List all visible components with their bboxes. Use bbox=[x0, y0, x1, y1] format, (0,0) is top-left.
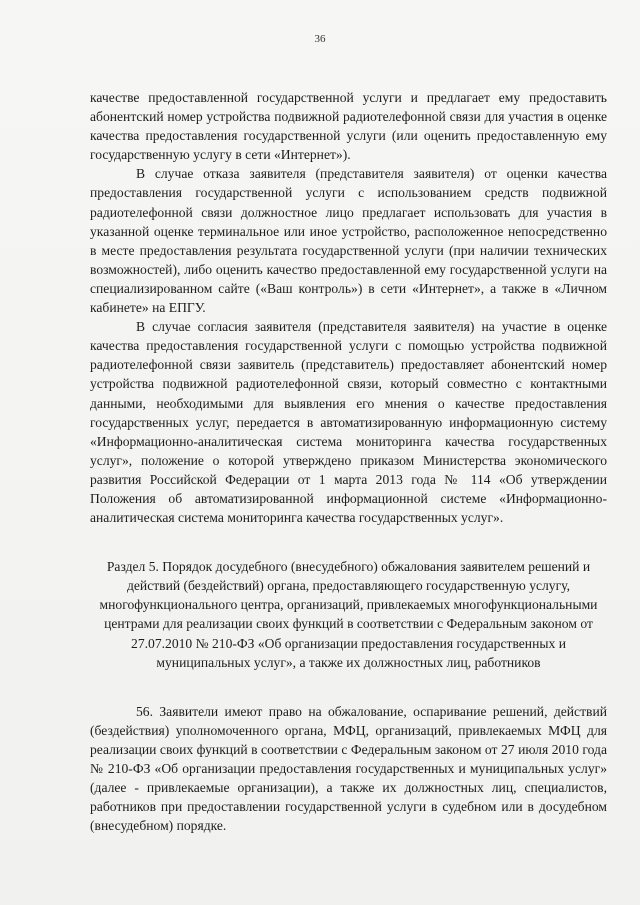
paragraph-56: 56. Заявители имеют право на обжалование, оспаривание решений, действий (бездействия) уполномоченного органа, МФЦ, организаций, привлекаемых МФЦ для реализации своих функций в соответствии с Федеральным законом от 27 июля 2010 года № 210-ФЗ «Об организации предоставления государственных и муниципальных услуг» (далее - привлекаемые организации), а также их должностных лиц, специалистов, работников при предоставлении государственной услуги в судебном или в досудебном (внесудебном) порядке. bbox=[90, 703, 607, 834]
page-number: 36 bbox=[314, 33, 326, 45]
section-heading: Раздел 5. Порядок досудебного (внесудебного) обжалования заявителем решений и действий (бездействий) органа, предоставляющего государственную услугу, многофункционального центра, организаций, привлекаемых многофункциональными центрами для реализации своих функций в соответствии с Федеральным законом от 27.07.2010 № 210-ФЗ «Об организации предоставления государственных и муниципальных услуг», а также их должностных лиц, работников bbox=[99, 559, 598, 670]
paragraph-refusal-case: В случае отказа заявителя (представителя заявителя) от оценки качества предоставления государственной услуги с использованием средств подвижной радиотелефонной связи должностное лицо предлагает использовать для участия в указанной оценке терминальное или иное устройство, расположенное непосредственно в месте предоставления результата государственной услуги (при наличии технических возможностей), либо оценить качество предоставленной ему государственной услуги на специализированном сайте («Ваш контроль») в сети «Интернет», а также в «Личном кабинете» на ЕПГУ. bbox=[90, 166, 607, 316]
paragraph-consent-case: В случае согласия заявителя (представителя заявителя) на участие в оценке качества предоставления государственной услуги с помощью устройства подвижной радиотелефонной связи заявитель (представитель) предоставляет абонентский номер устройства подвижной радиотелефонной связи, который совместно с контактными данными, необходимыми для выявления его мнения о качестве предоставления государственных услуг, передается в автоматизированную информационную систему «Информационно-аналитическая система мониторинга качества государственных услуг», положение о которой утверждено приказом Министерства экономического развития Российской Федерации от 1 марта 2013 года № 114 «Об утверждении Положения об автоматизированной информационной системе «Информационно-аналитическая система мониторинга качества государственных услуг». bbox=[90, 319, 607, 526]
paragraph-continuation: качестве предоставленной государственной услуги и предлагает ему предоставить абонентский номер устройства подвижной радиотелефонной связи для участия в оценке качества предоставления государственной услуги (или оценить предоставленную ему государственную услугу в сети «Интернет»). bbox=[90, 90, 607, 163]
document-body bbox=[90, 88, 607, 835]
